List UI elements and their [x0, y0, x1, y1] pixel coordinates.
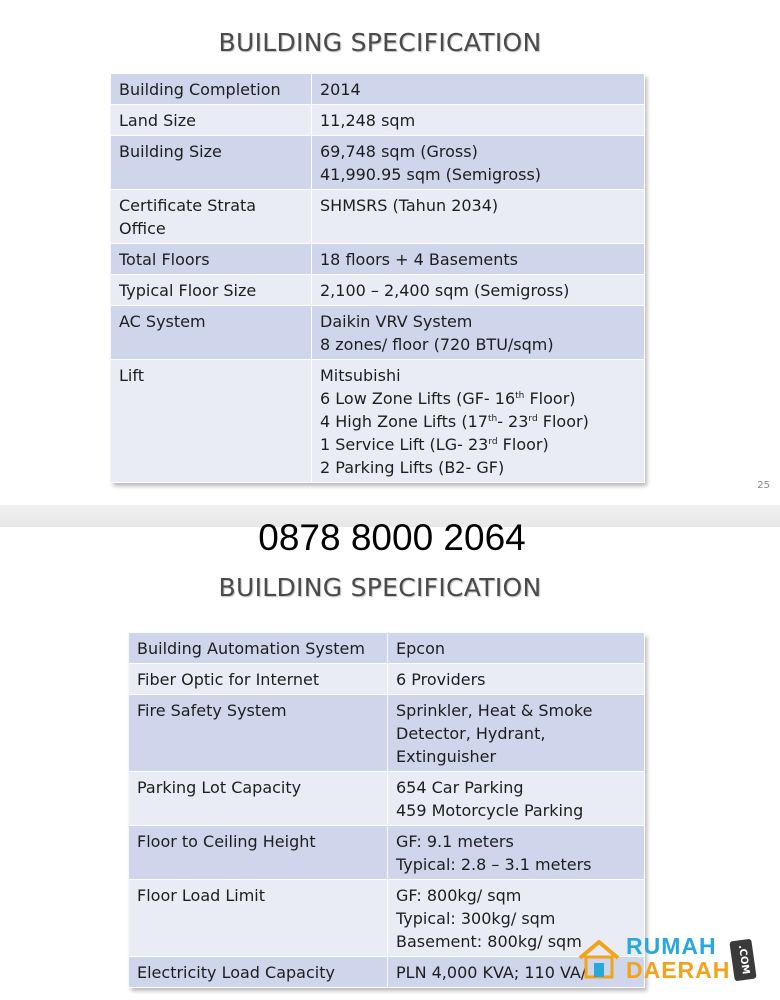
spec-value-line [396, 637, 637, 660]
value-text: 41,990.95 sqm (Semigross) [320, 165, 542, 184]
spec-value-line [396, 776, 637, 799]
spec-value [312, 190, 645, 244]
spec-table [129, 633, 645, 988]
value-text: 2014 [320, 80, 361, 99]
value-text: Epcon [396, 639, 445, 658]
value-text: GF: 9.1 meters [396, 832, 514, 851]
spec-value [312, 360, 645, 483]
spec-label: Certificate Strata Office [111, 190, 312, 244]
spec-value-line [396, 799, 637, 822]
slide-title: BUILDING SPECIFICATION [218, 573, 542, 602]
value-text: 11,248 sqm [320, 111, 416, 130]
spec-value-line [396, 722, 637, 745]
spec-value-line [320, 433, 637, 456]
spec-value-line [396, 668, 637, 691]
spec-value [312, 306, 645, 360]
watermark-logo [576, 930, 772, 988]
value-text: - 23 [497, 412, 529, 431]
spec-row [111, 136, 645, 190]
spec-value-line [396, 907, 637, 930]
spec-value-line [396, 884, 637, 907]
page-number: 25 [757, 480, 770, 491]
ordinal-suffix: rd [528, 414, 538, 424]
value-text: 69,748 sqm (Gross) [320, 142, 478, 161]
spec-value-line [320, 310, 637, 333]
spec-value-line [320, 78, 637, 101]
spec-label: Fire Safety System [129, 695, 388, 772]
spec-label: Lift [111, 360, 312, 483]
value-text: 4 High Zone Lifts (17 [320, 412, 488, 431]
value-text: 654 Car Parking [396, 778, 524, 797]
watermark-word-rumah: RUMAH [626, 933, 717, 959]
value-text: 18 floors + 4 Basements [320, 250, 518, 269]
spec-value [312, 275, 645, 306]
spec-row [111, 306, 645, 360]
spec-label: Floor to Ceiling Height [129, 826, 388, 880]
spec-label: AC System [111, 306, 312, 360]
value-text: Floor) [524, 389, 576, 408]
spec-row [129, 664, 645, 695]
spec-value [312, 105, 645, 136]
spec-label: Fiber Optic for Internet [129, 664, 388, 695]
house-logo-icon [576, 936, 622, 982]
ordinal-suffix: th [515, 391, 525, 401]
spec-value [312, 74, 645, 105]
watermark-word-daerah: DAERAH [626, 957, 731, 983]
spec-value-line [320, 333, 637, 356]
spec-value-line [320, 456, 637, 479]
spec-label: Building Completion [111, 74, 312, 105]
value-text: Mitsubishi [320, 366, 401, 385]
value-text: Typical: 2.8 – 3.1 meters [396, 855, 592, 874]
spec-value-line [320, 163, 637, 186]
value-text: Basement: 800kg/ sqm [396, 932, 582, 951]
spec-label: Floor Load Limit [129, 880, 388, 957]
spec-row [111, 244, 645, 275]
spec-row [111, 360, 645, 483]
spec-row [129, 633, 645, 664]
slide-title: BUILDING SPECIFICATION [218, 28, 542, 57]
spec-value [388, 826, 645, 880]
spec-label: Parking Lot Capacity [129, 772, 388, 826]
spec-value-line [396, 853, 637, 876]
value-text: 6 Providers [396, 670, 486, 689]
spec-value [388, 695, 645, 772]
spec-value-line [396, 745, 637, 768]
spec-row [111, 74, 645, 105]
spec-value-line [320, 140, 637, 163]
value-text: 2 Parking Lifts (B2- GF) [320, 458, 505, 477]
watermark-text [626, 934, 730, 982]
value-text: PLN 4,000 KVA; 110 VA/ [396, 963, 587, 982]
spec-value [312, 136, 645, 190]
spec-value-line [320, 387, 637, 410]
spec-row [129, 695, 645, 772]
spec-label: Electricity Load Capacity [129, 957, 388, 988]
phone-number: 0878 8000 2064 [258, 517, 526, 558]
spec-table [111, 74, 645, 483]
spec-value [388, 664, 645, 695]
spec-value-line [320, 279, 637, 302]
value-text: 459 Motorcycle Parking [396, 801, 584, 820]
value-text: SHMSRS (Tahun 2034) [320, 196, 499, 215]
watermark-suffix: .COM [729, 939, 756, 982]
value-text: Typical: 300kg/ sqm [396, 909, 556, 928]
spec-value [312, 244, 645, 275]
value-text: 8 zones/ floor (720 BTU/sqm) [320, 335, 554, 354]
spec-label: Land Size [111, 105, 312, 136]
spec-row [111, 275, 645, 306]
spec-row [129, 880, 645, 957]
spec-row [111, 190, 645, 244]
value-text: Daikin VRV System [320, 312, 473, 331]
spec-value-line [320, 194, 637, 217]
value-text: Sprinkler, Heat & Smoke [396, 701, 593, 720]
value-text: Floor) [537, 412, 589, 431]
spec-label: Typical Floor Size [111, 275, 312, 306]
spec-value-line [320, 410, 637, 433]
spec-label: Building Automation System [129, 633, 388, 664]
value-text: 1 Service Lift (LG- 23 [320, 435, 489, 454]
value-text: Detector, Hydrant, [396, 724, 546, 743]
spec-value-line [396, 699, 637, 722]
spec-value [388, 633, 645, 664]
spec-value-line [320, 364, 637, 387]
spec-label: Total Floors [111, 244, 312, 275]
spec-row [129, 772, 645, 826]
value-text: GF: 800kg/ sqm [396, 886, 522, 905]
spec-label: Building Size [111, 136, 312, 190]
ordinal-suffix: th [487, 414, 498, 424]
spec-value-line [320, 248, 637, 271]
value-text: Extinguisher [396, 747, 497, 766]
spec-row [111, 105, 645, 136]
value-text: 6 Low Zone Lifts (GF- 16 [320, 389, 516, 408]
spec-row [129, 826, 645, 880]
spec-value-line [320, 109, 637, 132]
value-text: 2,100 – 2,400 sqm (Semigross) [320, 281, 570, 300]
spec-value-line [396, 830, 637, 853]
value-text: Floor) [497, 435, 549, 454]
spec-value [388, 772, 645, 826]
ordinal-suffix: rd [488, 437, 498, 447]
spec-row [129, 957, 645, 988]
